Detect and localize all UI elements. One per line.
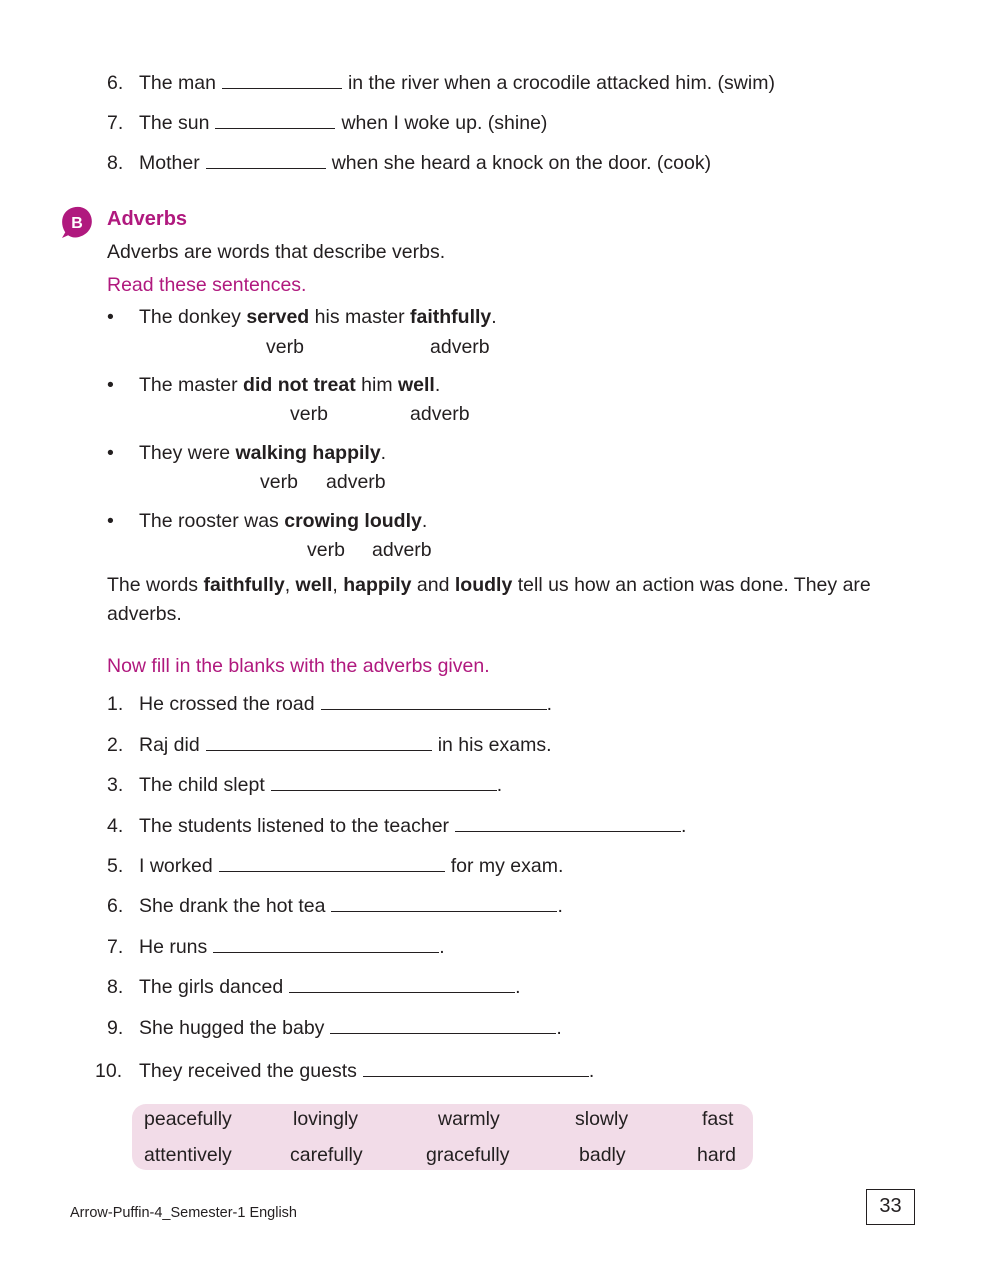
word-option: slowly <box>575 1108 629 1130</box>
word-option: gracefully <box>426 1144 510 1166</box>
verb-label: verb <box>290 403 328 425</box>
exercise-item: 6. The man in the river when a crocodile attacked him. (swim) <box>107 72 775 94</box>
exercise-item: 8. Mother when she heard a knock on the door. (cook) <box>107 152 712 174</box>
read-instruction: Read these sentences. <box>107 274 307 296</box>
verb-label: verb <box>266 336 304 358</box>
exercise-item: 7. He runs . <box>107 936 445 958</box>
adverb-label: adverb <box>410 403 470 425</box>
exercise-item: 3. The child slept . <box>107 774 503 796</box>
fill-instruction: Now fill in the blanks with the adverbs given. <box>107 655 490 677</box>
word-option: hard <box>697 1144 737 1166</box>
summary-text-line2: adverbs. <box>107 603 182 625</box>
adverb-label: adverb <box>372 539 432 561</box>
answer-blank[interactable] <box>206 152 326 169</box>
verb-label: verb <box>307 539 345 561</box>
word-option: peacefully <box>144 1108 232 1130</box>
adverb-label: adverb <box>430 336 490 358</box>
answer-blank[interactable] <box>321 693 547 710</box>
exercise-item: 1. He crossed the road . <box>107 693 553 715</box>
exercise-item: 6. She drank the hot tea . <box>107 895 563 917</box>
exercise-item: 4. The students listened to the teacher . <box>107 815 687 837</box>
answer-blank[interactable] <box>331 895 557 912</box>
answer-blank[interactable] <box>271 774 497 791</box>
answer-blank[interactable] <box>289 976 515 993</box>
verb-label: verb <box>260 471 298 493</box>
section-title: Adverbs <box>107 208 188 230</box>
footer-text: Arrow-Puffin-4_Semester-1 English <box>70 1205 297 1221</box>
summary-text: The words faithfully, well, happily and loudly tell us how an action was done. They are <box>107 574 871 596</box>
word-option: fast <box>702 1108 734 1130</box>
svg-text:B: B <box>71 215 83 232</box>
exercise-item: 5. I worked for my exam. <box>107 855 564 877</box>
definition-text: Adverbs are words that describe verbs. <box>107 241 446 263</box>
answer-blank[interactable] <box>455 815 681 832</box>
example-sentence: • They were walking happily. <box>107 442 387 464</box>
exercise-item: 10. They received the guests . <box>95 1060 595 1082</box>
answer-blank[interactable] <box>363 1060 589 1077</box>
example-sentence: • The donkey served his master faithfully. <box>107 306 497 328</box>
word-option: attentively <box>144 1144 232 1166</box>
exercise-item: 2. Raj did in his exams. <box>107 734 552 756</box>
answer-blank[interactable] <box>222 72 342 89</box>
word-option: carefully <box>290 1144 363 1166</box>
word-option: warmly <box>438 1108 500 1130</box>
exercise-item: 9. She hugged the baby . <box>107 1017 562 1039</box>
example-sentence: • The master did not treat him well. <box>107 374 441 396</box>
answer-blank[interactable] <box>215 112 335 129</box>
answer-blank[interactable] <box>330 1017 556 1034</box>
answer-blank[interactable] <box>206 734 432 751</box>
answer-blank[interactable] <box>219 855 445 872</box>
word-option: badly <box>579 1144 626 1166</box>
adverb-label: adverb <box>326 471 386 493</box>
exercise-item: 8. The girls danced . <box>107 976 521 998</box>
answer-blank[interactable] <box>213 936 439 953</box>
example-sentence: • The rooster was crowing loudly. <box>107 510 428 532</box>
exercise-item: 7. The sun when I woke up. (shine) <box>107 112 548 134</box>
page-number: 33 <box>866 1189 915 1225</box>
section-badge-icon <box>60 205 94 239</box>
word-option: lovingly <box>293 1108 359 1130</box>
